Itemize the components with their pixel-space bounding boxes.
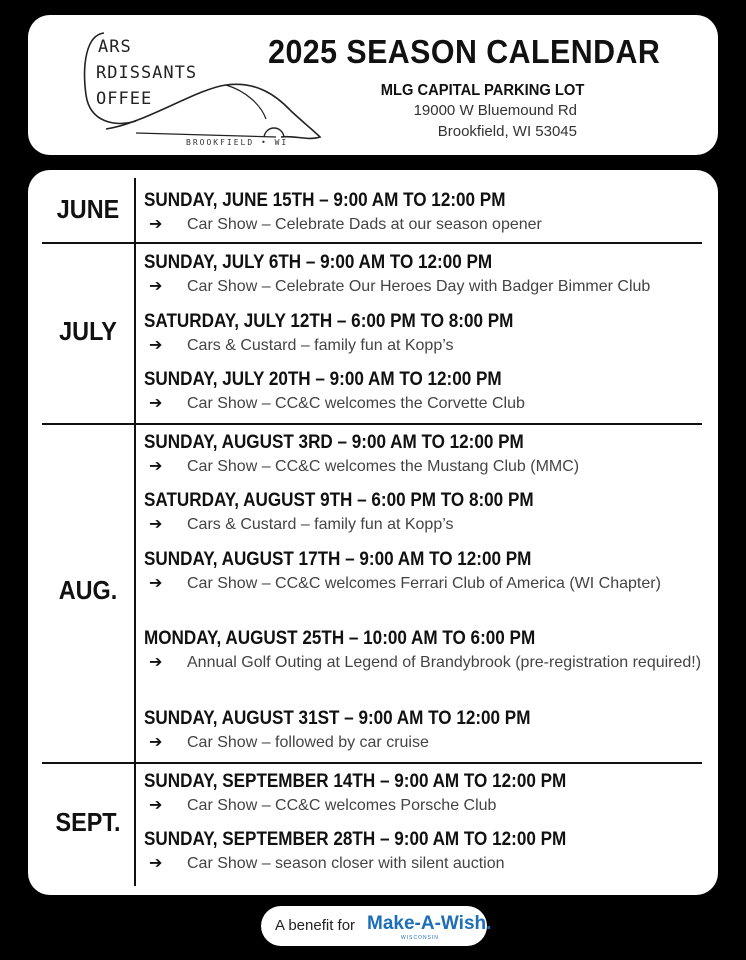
arrow-right-icon: ➔ — [149, 575, 163, 592]
benefit-text: A benefit for — [275, 917, 356, 934]
month-label-july: JULY — [59, 316, 117, 346]
event-date: SUNDAY, AUGUST 3RD – 9:00 AM TO 12:00 PM — [144, 432, 524, 453]
event-item — [144, 549, 704, 595]
event-description: Car Show – CC&C welcomes the Corvette Club — [187, 395, 525, 412]
event-date: SATURDAY, AUGUST 9TH – 6:00 PM TO 8:00 PM — [144, 490, 534, 511]
row-divider — [42, 762, 702, 764]
logo-city: BROOKFIELD • WI — [186, 138, 289, 147]
logo-line-2: RDISSANTS — [96, 63, 198, 83]
arrow-right-icon: ➔ — [149, 395, 163, 412]
page-title: 2025 SEASON CALENDAR — [267, 33, 660, 70]
event-item — [144, 829, 704, 875]
row-divider — [42, 423, 702, 425]
event-date: SUNDAY, SEPTEMBER 14TH – 9:00 AM TO 12:00 PM — [144, 771, 567, 792]
header-card — [28, 15, 718, 155]
event-date: SUNDAY, JULY 20TH – 9:00 AM TO 12:00 PM — [144, 369, 502, 390]
event-description: Car Show – CC&C welcomes the Mustang Club (MMC) — [187, 458, 580, 475]
month-label-september: SEPT. — [55, 807, 121, 837]
event-item — [144, 190, 704, 236]
arrow-right-icon: ➔ — [149, 216, 163, 233]
event-date: SATURDAY, JULY 12TH – 6:00 PM TO 8:00 PM — [144, 311, 514, 332]
arrow-right-icon: ➔ — [149, 278, 163, 295]
venue-name: MLG CAPITAL PARKING LOT — [380, 82, 584, 99]
event-description: Car Show – Celebrate Our Heroes Day with Badger Bimmer Club — [187, 278, 651, 295]
event-date: SUNDAY, JUNE 15TH – 9:00 AM TO 12:00 PM — [144, 190, 506, 211]
event-description: Car Show – Celebrate Dads at our season opener — [187, 216, 542, 233]
address-line-1: 19000 W Bluemound Rd — [413, 102, 577, 119]
make-a-wish-logo: Make-A-Wish. — [367, 913, 492, 934]
event-description: Cars & Custard – family fun at Kopp’s — [187, 516, 454, 533]
make-a-wish-badge — [261, 906, 492, 946]
event-description: Car Show – followed by car cruise — [187, 734, 429, 751]
event-item — [144, 708, 704, 754]
event-date: SUNDAY, JULY 6TH – 9:00 AM TO 12:00 PM — [144, 252, 493, 273]
event-item — [144, 311, 704, 357]
event-description: Car Show – CC&C welcomes Ferrari Club of America (WI Chapter) — [187, 575, 661, 592]
arrow-right-icon: ➔ — [149, 458, 163, 475]
event-item — [144, 490, 704, 536]
event-item — [144, 252, 704, 298]
arrow-right-icon: ➔ — [149, 516, 163, 533]
event-item — [144, 628, 704, 674]
event-date: SUNDAY, SEPTEMBER 28TH – 9:00 AM TO 12:00 PM — [144, 829, 567, 850]
row-divider — [42, 242, 702, 244]
logo-line-3: OFFEE — [96, 89, 153, 109]
event-date: MONDAY, AUGUST 25TH – 10:00 AM TO 6:00 PM — [144, 628, 536, 649]
event-description: Car Show – season closer with silent auction — [187, 855, 505, 872]
event-description: Annual Golf Outing at Legend of Brandybrook (pre-registration required!) — [187, 654, 702, 671]
event-description: Car Show – CC&C welcomes Porsche Club — [187, 797, 497, 814]
event-item — [144, 369, 704, 415]
arrow-right-icon: ➔ — [149, 797, 163, 814]
event-item — [144, 771, 704, 817]
calendar-card — [28, 170, 718, 895]
event-description: Cars & Custard – family fun at Kopp’s — [187, 337, 454, 354]
arrow-right-icon: ➔ — [149, 654, 163, 671]
make-a-wish-region: WISCONSIN — [401, 935, 439, 941]
event-date: SUNDAY, AUGUST 17TH – 9:00 AM TO 12:00 PM — [144, 549, 532, 570]
column-divider — [134, 178, 136, 886]
arrow-right-icon: ➔ — [149, 337, 163, 354]
address-line-2: Brookfield, WI 53045 — [437, 123, 577, 140]
logo-line-1: ARS — [98, 37, 132, 57]
month-label-june: JUNE — [56, 194, 120, 224]
arrow-right-icon: ➔ — [149, 734, 163, 751]
event-item — [144, 432, 704, 478]
month-label-august: AUG. — [58, 575, 118, 605]
arrow-right-icon: ➔ — [149, 855, 163, 872]
event-date: SUNDAY, AUGUST 31ST – 9:00 AM TO 12:00 PM — [144, 708, 531, 729]
